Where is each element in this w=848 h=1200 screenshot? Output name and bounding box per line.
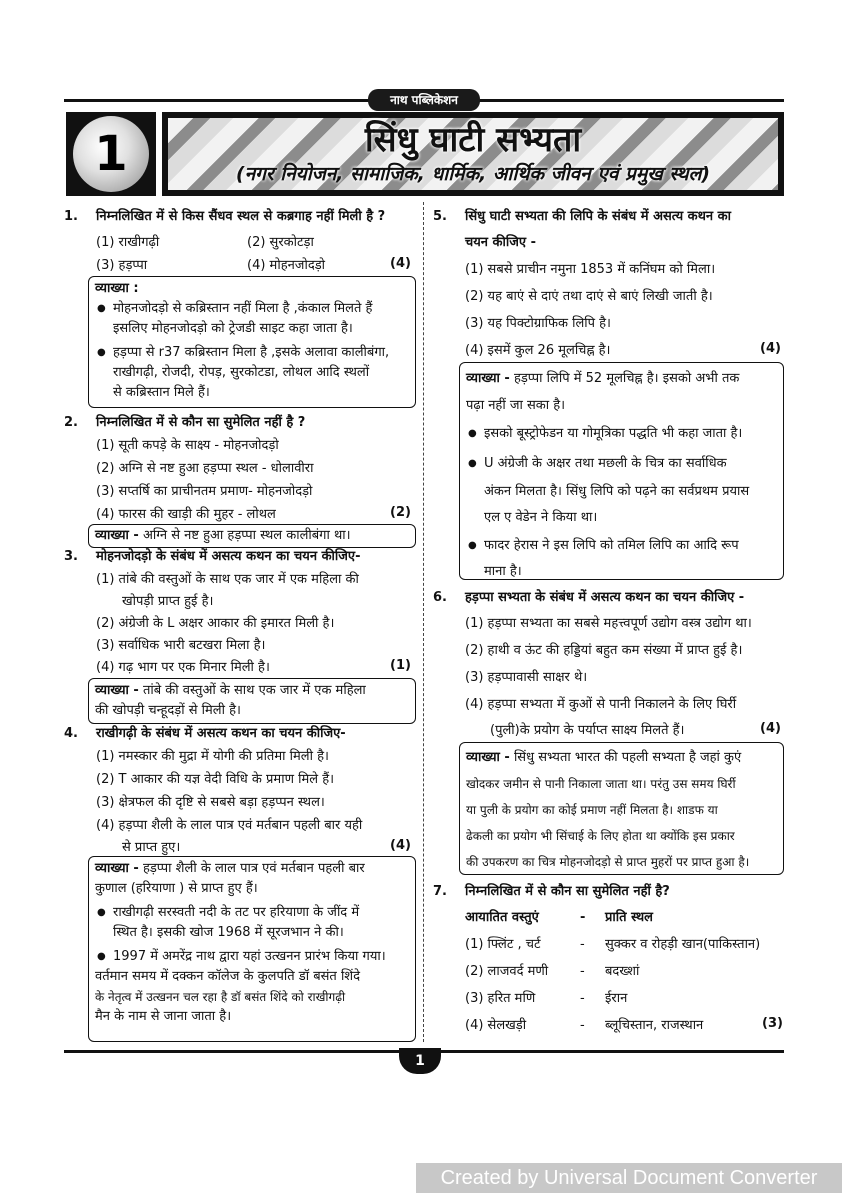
q4-bullet-2-line-4: मैन के नाम से जाना जाता है। [95, 1009, 232, 1024]
q3-answer: (1) [390, 658, 411, 673]
q2-option-1: (1) सूती कपड़े के साक्ष्य - मोहनजोदड़ो [96, 438, 279, 453]
q4-option-1: (1) नमस्कार की मुद्रा में योगी की प्रतिमा मिली है। [96, 749, 329, 764]
q7-row-4-item: (4) सेलखड़ी [465, 1018, 527, 1033]
q3-explanation [88, 678, 416, 724]
q1-bullet-2-line-2: राखीगढ़ी, रोजदी, रोपड़, सुरकोटडा, लोथल आदि स्थलों [113, 365, 370, 380]
q1-option-2: (2) सुरकोटड़ा [247, 235, 314, 250]
q1-explanation [88, 276, 416, 408]
q7-row-3-item: (3) हरित मणि [465, 991, 536, 1006]
q4-answer: (4) [390, 838, 411, 853]
q5-bullet-2-line-1: ● U अंग्रेजी के अक्षर तथा मछली के चित्र का सर्वाधिक [466, 449, 777, 479]
q2-option-4: (4) फारस की खाड़ी की मुहर - लोथल [96, 507, 276, 522]
q1-bullet-2-line-3: से कब्रिस्तान मिले हैं। [113, 385, 210, 400]
q6-option-4-line-1: (4) हड़प्पा सभ्यता में कुओं से पानी निकालने के लिए घिर्री [465, 697, 737, 712]
q1-number: 1. [64, 209, 78, 224]
q3-option-2: (2) अंग्रेजी के L अक्षर आकार की इमारत मिली है। [96, 616, 335, 631]
q5-bullet-3-line-2: माना है। [484, 564, 522, 579]
q5-question-line-2: चयन कीजिए - [465, 235, 537, 250]
q5-explanation-line-1: हड़प्पा लिपि में 52 मूलचिह्न है। इसको अभी तक [513, 371, 740, 386]
q1-bullet-1-line-1: ● मोहनजोदड़ो से कब्रिस्तान नहीं मिला है ,कंकाल मिलते हैं [95, 299, 409, 319]
chapter-number-box [66, 112, 156, 196]
q5-option-3: (3) यह पिक्टोग्राफिक लिपि है। [465, 316, 611, 331]
q3-explanation-line-1: तांबे की वस्तुओं के साथ एक जार में एक महिला [142, 683, 366, 698]
q7-row-4-dash: - [580, 1018, 585, 1033]
converter-watermark: Created by Universal Document Converter [416, 1163, 842, 1193]
q4-option-4-line-2: से प्राप्त हुए। [122, 840, 181, 855]
q6-explanation-line-4: ढेकली का प्रयोग भी सिंचाई के लिए होता था क्योंकि इस प्रकार [466, 829, 735, 843]
q7-row-2-place: बदख्शां [605, 964, 640, 979]
q6-explanation-line-1: सिंधु सभ्यता भारत की पहली सभ्यता है जहां कुएं [513, 750, 742, 765]
q7-answer: (3) [762, 1016, 783, 1031]
q4-bullet-2-line-1: ● 1997 में अमरेंद्र नाथ द्वारा यहां उत्खनन प्रारंभ किया गया। [95, 947, 409, 967]
chapter-title: सिंधु घाटी सभ्यता [364, 120, 582, 160]
q5-question-line-1: सिंधु घाटी सभ्यता की लिपि के संबंध में असत्य कथन का [465, 209, 732, 224]
q5-bullet-2-line-3: एल ए वेडेन ने किया था। [484, 510, 598, 525]
q3-option-3: (3) सर्वाधिक भारी बटखरा मिला है। [96, 638, 266, 653]
q1-question: निम्नलिखित में से किस सैंधव स्थल से कब्रगाह नहीं मिली है ? [96, 209, 386, 224]
q7-row-1-dash: - [580, 937, 585, 952]
q2-explanation-label: व्याख्या - [95, 528, 139, 543]
q7-row-1-item: (1) फ्लिंट , चर्ट [465, 937, 541, 952]
q2-option-3: (3) सप्तर्षि का प्राचीनतम प्रमाण- मोहनजोदड़ो [96, 484, 313, 499]
q6-option-2: (2) हाथी व ऊंट की हड्डियां बहुत कम संख्या में प्राप्त हुई है। [465, 643, 743, 658]
q3-number: 3. [64, 549, 78, 564]
q3-option-1-line-2: खोपड़ी प्राप्त हुई है। [122, 594, 214, 609]
q7-question: निम्नलिखित में से कौन सा सुमेलित नहीं है? [465, 884, 670, 899]
column-divider [423, 202, 424, 1042]
q6-question: हड़प्पा सभ्यता के संबंध में असत्य कथन का चयन कीजिए - [465, 590, 745, 605]
chapter-title-banner [162, 112, 784, 196]
q6-explanation [459, 742, 784, 875]
q6-explanation-line-3: या पुली के प्रयोग का कोई प्रमाण नहीं मिलता है। शाडफ या [466, 803, 718, 817]
q4-option-2: (2) T आकार की यज्ञ वेदी विधि के प्रमाण मिले हैं। [96, 772, 335, 787]
q3-option-4: (4) गढ़ भाग पर एक मिनार मिली है। [96, 660, 270, 675]
q7-row-4-place: ब्लूचिस्तान, राजस्थान [605, 1018, 704, 1033]
q6-option-3: (3) हड़प्पावासी साक्षर थे। [465, 670, 588, 685]
q5-bullet-2-line-2: अंकन मिलता है। सिंधु लिपि को पढ़ने का सर्वप्रथम प्रयास [484, 484, 750, 499]
q7-column-2-header: प्राति स्थल [605, 910, 653, 925]
q5-explanation [459, 362, 784, 580]
q6-option-1: (1) हड़प्पा सभ्यता का सबसे महत्त्वपूर्ण उद्योग वस्त्र उद्योग था। [465, 616, 752, 631]
q4-explanation-line-2: कुणाल (हरियाणा ) से प्राप्त हुए हैं। [95, 881, 258, 896]
q4-bullet-2-line-2: वर्तमान समय में दक्कन कॉलेज के कुलपति डॉ बसंत शिंदे [95, 969, 361, 984]
q4-bullet-1-line-2: स्थित है। इसकी खोज 1968 में सूरजभान ने की। [113, 925, 344, 940]
q1-option-1: (1) राखीगढ़ी [96, 235, 160, 250]
q6-answer: (4) [760, 721, 781, 736]
q5-option-1: (1) सबसे प्राचीन नमुना 1853 में कनिंघम को मिला। [465, 262, 716, 277]
q1-option-4: (4) मोहनजोदड़ो [247, 258, 326, 273]
q6-explanation-line-5: की उपकरण का चित्र मोहनजोदड़ो से प्राप्त मुहरों पर प्राप्त हुआ है। [466, 855, 750, 869]
q1-option-3: (3) हड़प्पा [96, 258, 148, 273]
q6-number: 6. [433, 590, 447, 605]
q5-explanation-line-2: पढ़ा नहीं जा सका है। [466, 398, 566, 413]
q3-explanation-line-2: की खोपड़ी चन्हूदड़ों से मिली है। [95, 703, 241, 718]
q7-row-2-dash: - [580, 964, 585, 979]
q5-bullet-1: ● इसको बूस्ट्रोफेडन या गोमूत्रिका पद्धति भी कहा जाता है। [466, 419, 777, 449]
q2-answer: (2) [390, 505, 411, 520]
q6-explanation-line-2: खोदकर जमीन से पानी निकाला जाता था। परंतु उस समय घिर्री [466, 777, 736, 791]
q3-question: मोहनजोदड़ो के संबंध में असत्य कथन का चयन कीजिए- [96, 549, 361, 564]
q7-header-dash: - [580, 910, 586, 925]
q1-explanation-label: व्याख्या : [95, 281, 139, 296]
q1-bullet-1-line-2: इसलिए मोहनजोदड़ो को ट्रेजडी साइट कहा जाता है। [113, 321, 353, 336]
q5-explanation-label: व्याख्या - [466, 371, 510, 386]
q2-number: 2. [64, 415, 78, 430]
q1-answer: (4) [390, 256, 411, 271]
q7-row-3-dash: - [580, 991, 585, 1006]
q4-option-4-line-1: (4) हड़प्पा शैली के लाल पात्र एवं मर्तबान पहली बार यही [96, 818, 363, 833]
q4-explanation-line-1: हड़प्पा शैली के लाल पात्र एवं मर्तबान पहली बार [142, 861, 365, 876]
q6-option-4-line-2: (पुली)के प्रयोग के पर्याप्त साक्ष्य मिलते हैं। [490, 723, 685, 738]
q3-option-1-line-1: (1) तांबे की वस्तुओं के साथ एक जार में एक महिला की [96, 572, 359, 587]
q5-number: 5. [433, 209, 447, 224]
q7-row-1-place: सुक्कर व रोहड़ी खान(पाकिस्तान) [605, 937, 761, 952]
q5-bullet-3-line-1: ● फादर हेरास ने इस लिपि को तमिल लिपि का आदि रूप [466, 531, 777, 561]
q3-explanation-label: व्याख्या - [95, 683, 139, 698]
q2-option-2: (2) अग्नि से नष्ट हुआ हड़प्पा स्थल - धोलावीरा [96, 461, 314, 476]
q5-answer: (4) [760, 341, 781, 356]
q7-number: 7. [433, 884, 447, 899]
q7-column-1-header: आयातित वस्तुएं [465, 910, 539, 925]
q4-bullet-2-line-3: के नेतृत्व में उत्खनन चल रहा है डॉ बसंत शिंदे को राखीगढ़ी [95, 990, 346, 1004]
q4-explanation [88, 856, 416, 1042]
chapter-subtitle: (नगर नियोजन, सामाजिक, धार्मिक, आर्थिक जीवन एवं प्रमुख स्थल) [235, 163, 711, 185]
q5-option-2: (2) यह बाएं से दाएं तथा दाएं से बाएं लिखी जाती है। [465, 289, 713, 304]
q1-bullet-2-line-1: ● हड़प्पा से r37 कब्रिस्तान मिला है ,इसके अलावा कालीबंगा, [95, 343, 409, 363]
q4-number: 4. [64, 726, 78, 741]
q4-question: राखीगढ़ी के संबंध में असत्य कथन का चयन कीजिए- [96, 726, 346, 741]
page-number: 1 [399, 1048, 441, 1074]
q4-option-3: (3) क्षेत्रफल की दृष्टि से सबसे बड़ा हड़प्पन स्थल। [96, 795, 325, 810]
q7-row-2-item: (2) लाजवर्द मणी [465, 964, 549, 979]
q2-explanation-text: अग्नि से नष्ट हुआ हड़प्पा स्थल कालीबंगा था। [142, 528, 351, 543]
q2-question: निम्नलिखित में से कौन सा सुमेलित नहीं है ? [96, 415, 306, 430]
q4-bullet-1-line-1: ● राखीगढ़ी सरस्वती नदी के तट पर हरियाणा के जींद में [95, 903, 409, 923]
q5-option-4: (4) इसमें कुल 26 मूलचिह्न है। [465, 343, 611, 358]
publisher-label: नाथ पब्लिकेशन [368, 89, 480, 111]
q7-row-3-place: ईरान [605, 991, 628, 1006]
chapter-number: 1 [73, 116, 149, 192]
q6-explanation-label: व्याख्या - [466, 750, 510, 765]
q4-explanation-label: व्याख्या - [95, 861, 139, 876]
q2-explanation [88, 524, 416, 548]
